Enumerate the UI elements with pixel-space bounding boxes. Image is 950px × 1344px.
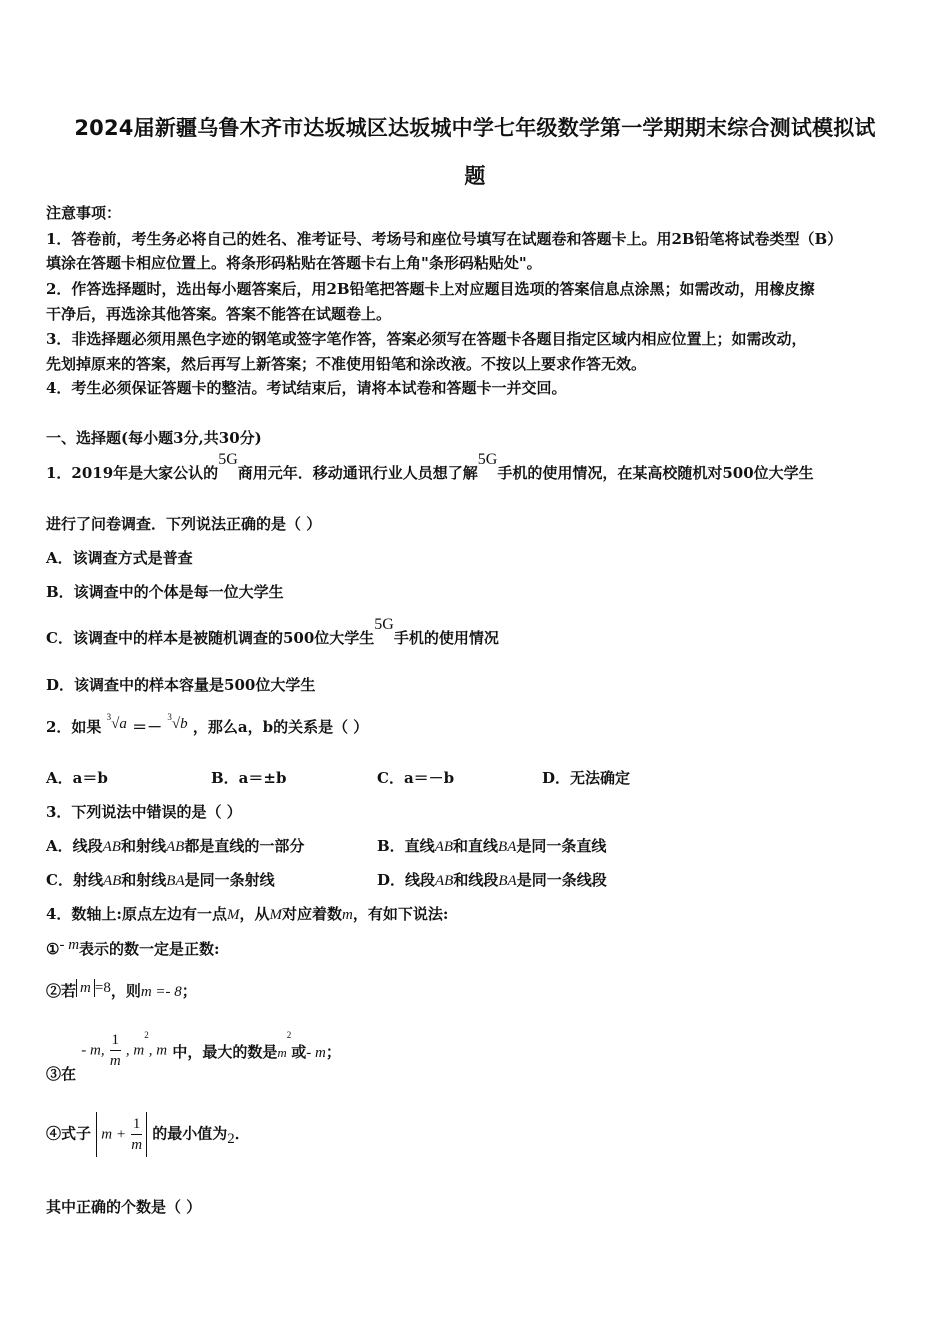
notice-4: 4．考生必须保证答题卡的整洁。考试结束后，请将本试卷和答题卡一并交回。 xyxy=(46,379,567,397)
number-list: - m, $\frac{1}{m}$ , $m^2$, m xyxy=(81,1030,168,1069)
fiveg-label: 5G xyxy=(477,451,498,468)
notice-3-cont: 先划掉原来的答案，然后再写上新答案；不准使用铅笔和涂改液。不按以上要求作答无效。 xyxy=(46,355,647,373)
q2-option-b: B．a＝±b xyxy=(211,769,287,787)
question-1-stem: 1．2019年是大家公认的5G商用元年．移动通讯行业人员想了解5G手机的使用情况，在某高校随机对500位大学生 xyxy=(46,451,814,482)
question-1-stem-cont: 进行了问卷调查．下列说法正确的是（ ） xyxy=(46,515,322,533)
q1-option-a: A．该调查方式是普查 xyxy=(46,549,193,567)
statement-4: ④式子 m + $\frac{1}{m}$ 的最小值为2． xyxy=(46,1112,250,1157)
exam-title: 2024届新疆乌鲁木齐市达坂城区达坂城中学七年级数学第一学期期末综合测试模拟试 xyxy=(74,116,876,140)
question-4-stem: 4．数轴上:原点左边有一点M，从M对应着数m，有如下说法: xyxy=(46,905,449,923)
q2-option-c: C．a＝－b xyxy=(377,769,455,787)
q2-option-a: A．a＝b xyxy=(46,769,108,787)
q3-option-d: D．线段AB和线段BA是同一条线段 xyxy=(377,871,607,889)
q3-option-c: C．射线AB和射线BA是同一条射线 xyxy=(46,871,275,889)
reciprocal-fraction: $\frac{1}{m}$ xyxy=(131,1116,143,1153)
q3-option-a: A．线段AB和射线AB都是直线的一部分 xyxy=(46,837,305,855)
notice-3: 3．非选择题必须用黑色字迹的钢笔或签字笔作答，答案必须写在答题卡各题目指定区域内相应位置上；如需改动， xyxy=(46,330,807,348)
q2-option-d: D．无法确定 xyxy=(542,769,631,787)
question-4-final: 其中正确的个数是（ ） xyxy=(46,1198,202,1216)
notice-1-cont: 填涂在答题卡相应位置上。将条形码粘贴在答题卡右上角"条形码粘贴处"。 xyxy=(46,254,542,272)
notice-heading: 注意事项： xyxy=(46,204,122,222)
notice-1: 1．答卷前，考生务必将自己的姓名、准考证号、考场号和座位号填写在试题卷和答题卡上。用2B铅笔将试卷类型（B） xyxy=(46,230,843,248)
q1-option-d: D．该调查中的样本容量是500位大学生 xyxy=(46,676,316,694)
notice-2-cont: 干净后，再选涂其他答案。答案不能答在试题卷上。 xyxy=(46,305,392,323)
statement-2: ②若 m =8，则m =- 8； xyxy=(46,980,197,1000)
abs-expression: m + $\frac{1}{m}$ xyxy=(96,1112,147,1157)
exam-title-continued: 题 xyxy=(464,164,486,188)
q1-option-c: C．该调查中的样本是被随机调查的500位大学生5G手机的使用情况 xyxy=(46,616,499,647)
q3-option-b: B．直线AB和直线BA是同一条直线 xyxy=(377,837,607,855)
cube-root-a: $^3$√a xyxy=(106,712,127,732)
reciprocal-fraction: $\frac{1}{m}$ xyxy=(109,1032,121,1069)
notice-2: 2．作答选择题时，选出每小题答案后，用2B铅笔把答题卡上对应题目选项的答案信息点涂黑；如需改动，用橡皮擦 xyxy=(46,280,815,298)
fiveg-label: 5G xyxy=(218,451,238,468)
q1-option-b: B．该调查中的个体是每一位大学生 xyxy=(46,583,284,601)
question-3-stem: 3．下列说法中错误的是（ ） xyxy=(46,803,242,821)
fiveg-label: 5G xyxy=(374,616,394,633)
section-heading: 一、选择题(每小题3分,共30分) xyxy=(46,429,262,447)
statement-3: ③在 - m, $\frac{1}{m}$ , $m^2$, m 中，最大的数是$m^2$或- m； xyxy=(46,1030,341,1083)
question-2-stem: 2．如果 $^3$√a ＝－ $^3$√b ，那么a，b的关系是（ ） xyxy=(46,712,369,736)
cube-root-b: $^3$√b xyxy=(167,712,188,732)
statement-1: ①- m表示的数一定是正数: xyxy=(46,937,220,958)
